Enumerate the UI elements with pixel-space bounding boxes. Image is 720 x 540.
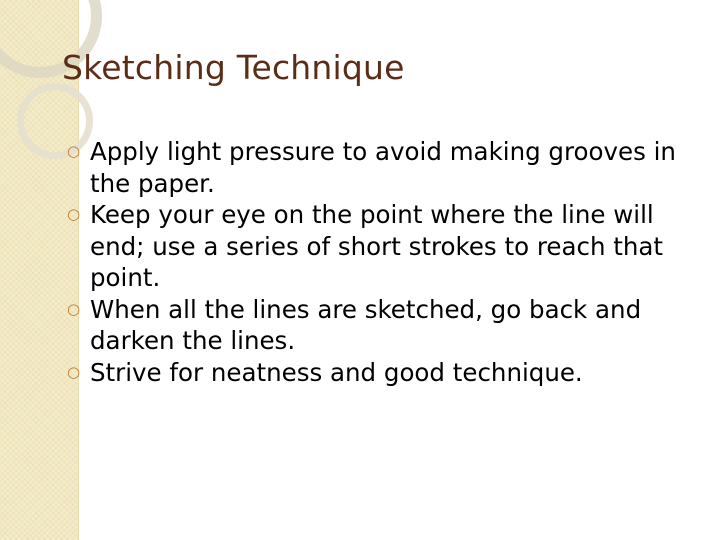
bullet-item [62, 294, 702, 357]
open-circle-bullet-icon: ○ [67, 299, 81, 318]
bullet-item [62, 199, 702, 294]
open-circle-bullet-icon: ○ [67, 142, 81, 160]
open-circle-bullet-icon: ○ [67, 362, 81, 381]
bullet-text: Apply light pressure to avoid making grooves in the paper. [90, 137, 676, 198]
open-circle-bullet-icon: ○ [67, 205, 81, 223]
bullet-item [62, 136, 702, 199]
bullet-text: When all the lines are sketched, go back and darken the lines. [90, 294, 642, 355]
bullet-item [62, 357, 702, 389]
bullet-text: Keep your eye on the point where the line will end; use a series of short strokes to reach that point. [90, 200, 664, 292]
bullet-text: Strive for neatness and good technique. [90, 357, 583, 387]
slide-title: Sketching Technique [62, 48, 405, 87]
bullet-list [62, 136, 702, 388]
